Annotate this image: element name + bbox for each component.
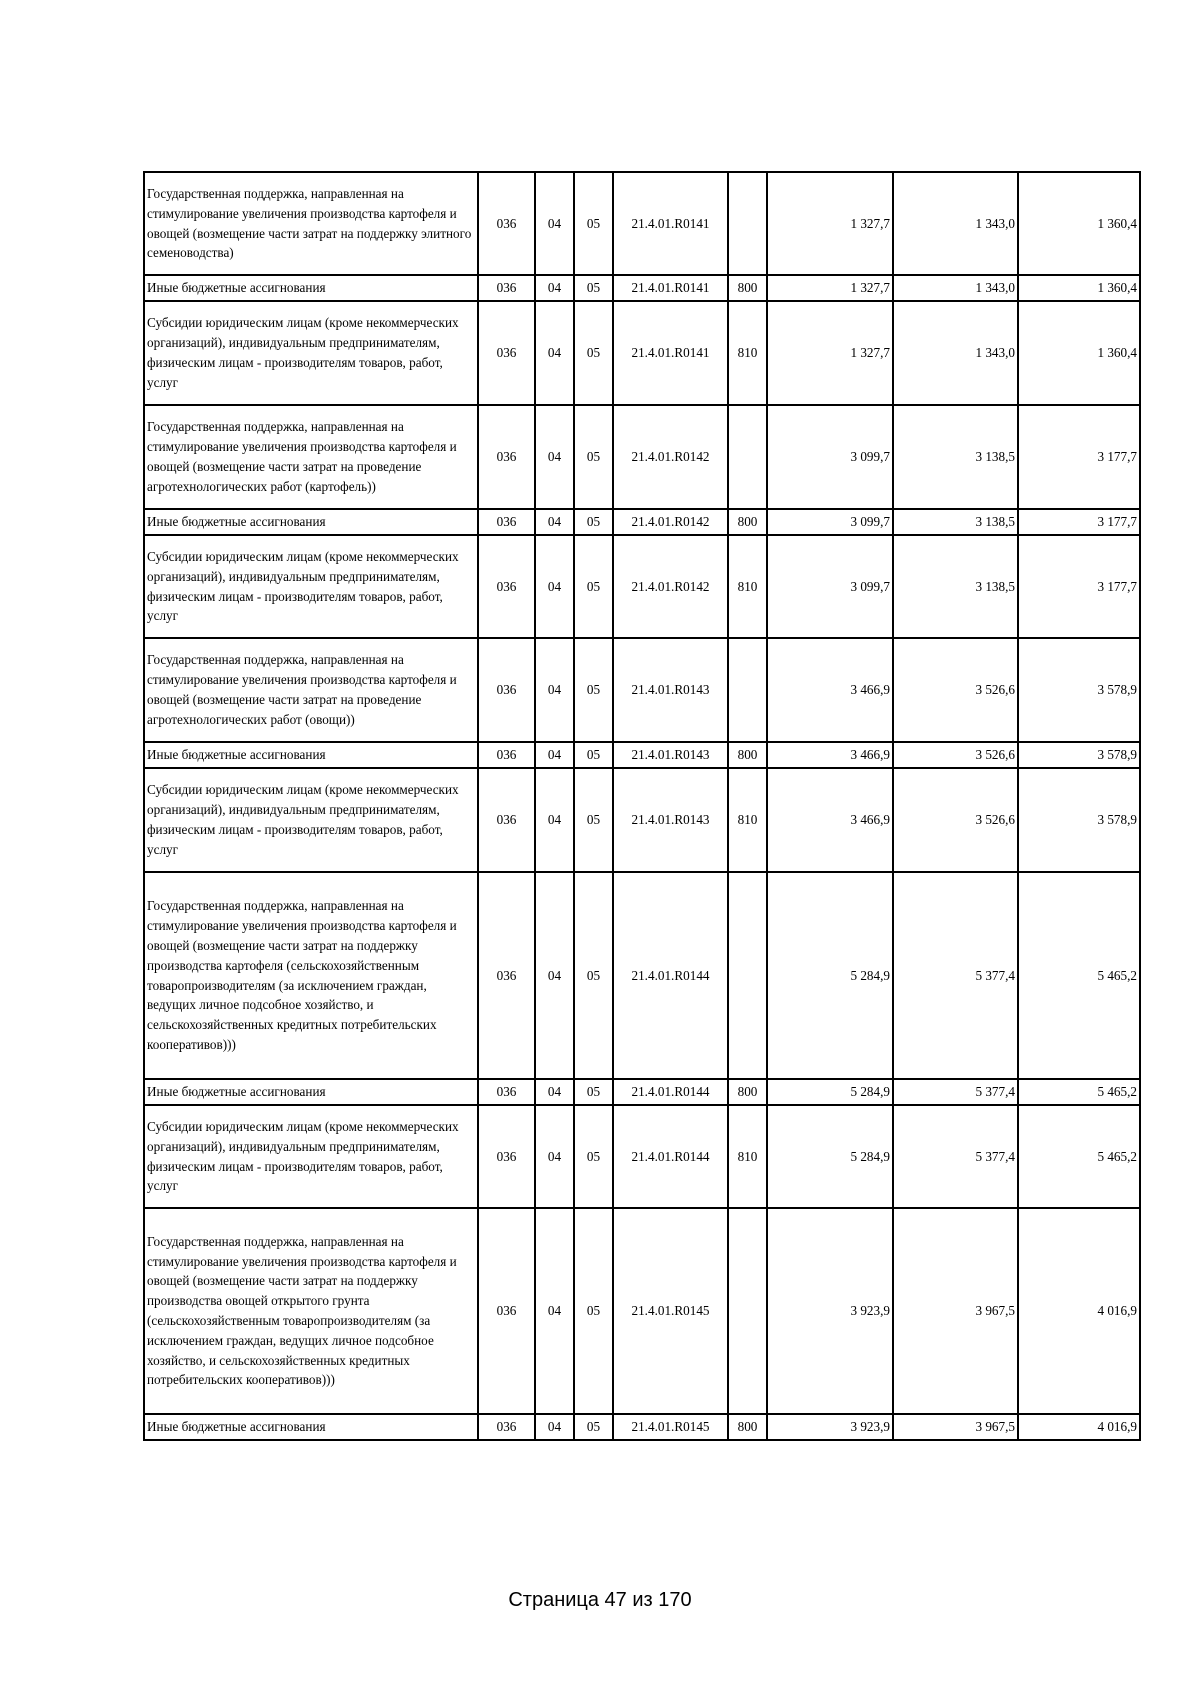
grbs-cell: 036 (478, 509, 535, 535)
table-row (144, 1208, 1140, 1414)
vr-cell (728, 872, 767, 1079)
rz-cell: 04 (535, 172, 574, 275)
budget-table-body (144, 172, 1140, 1440)
rz-cell: 04 (535, 1105, 574, 1208)
pr-cell: 05 (574, 1414, 613, 1440)
year2-amount: 3 967,5 (893, 1208, 1018, 1414)
vr-cell (728, 405, 767, 509)
row-name: Субсидии юридическим лицам (кроме некоммерческих организаций), индивидуальным предпринимателям, физическим лицам - производителям товаров, работ, услуг (144, 768, 478, 872)
year2-amount: 3 526,6 (893, 638, 1018, 742)
year2-amount: 3 138,5 (893, 535, 1018, 638)
vr-cell: 810 (728, 301, 767, 405)
rz-cell: 04 (535, 768, 574, 872)
year2-amount: 3 138,5 (893, 509, 1018, 535)
vr-cell: 800 (728, 275, 767, 301)
year2-amount: 3 526,6 (893, 742, 1018, 768)
vr-cell: 800 (728, 509, 767, 535)
vr-cell (728, 172, 767, 275)
year3-amount: 3 177,7 (1018, 535, 1140, 638)
page-number: Страница 47 из 170 (508, 1589, 692, 1611)
row-name: Государственная поддержка, направленная на стимулирование увеличения производства картофеля и овощей (возмещение части затрат на поддержку производства овощей открытого грунта (сельскохозяйственным товаропроизводителям (за исключением граждан, ведущих личное подсобное хозяйство, и сельскохозяйственных кредитных потребительских кооперативов))) (144, 1208, 478, 1414)
csr-cell: 21.4.01.R0144 (613, 872, 728, 1079)
grbs-cell: 036 (478, 1414, 535, 1440)
year1-amount: 3 466,9 (767, 742, 893, 768)
csr-cell: 21.4.01.R0145 (613, 1414, 728, 1440)
rz-cell: 04 (535, 535, 574, 638)
grbs-cell: 036 (478, 1208, 535, 1414)
csr-cell: 21.4.01.R0143 (613, 742, 728, 768)
pr-cell: 05 (574, 172, 613, 275)
year3-amount: 5 465,2 (1018, 872, 1140, 1079)
year1-amount: 1 327,7 (767, 301, 893, 405)
grbs-cell: 036 (478, 872, 535, 1079)
pr-cell: 05 (574, 1208, 613, 1414)
pr-cell: 05 (574, 742, 613, 768)
year1-amount: 3 923,9 (767, 1208, 893, 1414)
rz-cell: 04 (535, 405, 574, 509)
year3-amount: 3 578,9 (1018, 638, 1140, 742)
row-name: Иные бюджетные ассигнования (144, 742, 478, 768)
year2-amount: 5 377,4 (893, 1079, 1018, 1105)
table-row (144, 1105, 1140, 1208)
pr-cell: 05 (574, 301, 613, 405)
year3-amount: 1 360,4 (1018, 301, 1140, 405)
rz-cell: 04 (535, 1208, 574, 1414)
pr-cell: 05 (574, 275, 613, 301)
vr-cell: 810 (728, 535, 767, 638)
year1-amount: 3 099,7 (767, 405, 893, 509)
year3-amount: 5 465,2 (1018, 1079, 1140, 1105)
vr-cell: 810 (728, 768, 767, 872)
grbs-cell: 036 (478, 1105, 535, 1208)
row-name: Иные бюджетные ассигнования (144, 1414, 478, 1440)
row-name: Государственная поддержка, направленная на стимулирование увеличения производства картофеля и овощей (возмещение части затрат на проведение агротехнологических работ (картофель)) (144, 405, 478, 509)
vr-cell: 810 (728, 1105, 767, 1208)
rz-cell: 04 (535, 509, 574, 535)
year3-amount: 3 177,7 (1018, 405, 1140, 509)
vr-cell (728, 1208, 767, 1414)
rz-cell: 04 (535, 1079, 574, 1105)
year1-amount: 5 284,9 (767, 1079, 893, 1105)
year1-amount: 3 466,9 (767, 768, 893, 872)
csr-cell: 21.4.01.R0144 (613, 1105, 728, 1208)
year1-amount: 1 327,7 (767, 275, 893, 301)
csr-cell: 21.4.01.R0145 (613, 1208, 728, 1414)
csr-cell: 21.4.01.R0142 (613, 509, 728, 535)
grbs-cell: 036 (478, 405, 535, 509)
pr-cell: 05 (574, 872, 613, 1079)
year3-amount: 1 360,4 (1018, 172, 1140, 275)
year3-amount: 3 177,7 (1018, 509, 1140, 535)
table-row (144, 872, 1140, 1079)
row-name: Иные бюджетные ассигнования (144, 509, 478, 535)
rz-cell: 04 (535, 638, 574, 742)
pr-cell: 05 (574, 768, 613, 872)
csr-cell: 21.4.01.R0144 (613, 1079, 728, 1105)
year3-amount: 3 578,9 (1018, 768, 1140, 872)
year2-amount: 5 377,4 (893, 1105, 1018, 1208)
row-name: Иные бюджетные ассигнования (144, 275, 478, 301)
csr-cell: 21.4.01.R0142 (613, 405, 728, 509)
table-row (144, 509, 1140, 535)
csr-cell: 21.4.01.R0141 (613, 172, 728, 275)
grbs-cell: 036 (478, 301, 535, 405)
year3-amount: 5 465,2 (1018, 1105, 1140, 1208)
rz-cell: 04 (535, 1414, 574, 1440)
rz-cell: 04 (535, 742, 574, 768)
table-row (144, 301, 1140, 405)
year1-amount: 3 099,7 (767, 535, 893, 638)
pr-cell: 05 (574, 1105, 613, 1208)
year3-amount: 4 016,9 (1018, 1414, 1140, 1440)
row-name: Иные бюджетные ассигнования (144, 1079, 478, 1105)
year1-amount: 3 466,9 (767, 638, 893, 742)
vr-cell: 800 (728, 1079, 767, 1105)
csr-cell: 21.4.01.R0141 (613, 301, 728, 405)
row-name: Государственная поддержка, направленная на стимулирование увеличения производства картофеля и овощей (возмещение части затрат на поддержку производства картофеля (сельскохозяйственным товаропроизводителям (за исключением граждан, ведущих личное подсобное хозяйство, и сельскохозяйственных кредитных потребительских кооперативов))) (144, 872, 478, 1079)
csr-cell: 21.4.01.R0143 (613, 768, 728, 872)
vr-cell: 800 (728, 742, 767, 768)
row-name: Государственная поддержка, направленная на стимулирование увеличения производства картофеля и овощей (возмещение части затрат на проведение агротехнологических работ (овощи)) (144, 638, 478, 742)
grbs-cell: 036 (478, 1079, 535, 1105)
year2-amount: 1 343,0 (893, 275, 1018, 301)
budget-table (143, 171, 1141, 1441)
row-name: Субсидии юридическим лицам (кроме некоммерческих организаций), индивидуальным предпринимателям, физическим лицам - производителям товаров, работ, услуг (144, 535, 478, 638)
year1-amount: 5 284,9 (767, 872, 893, 1079)
row-name: Субсидии юридическим лицам (кроме некоммерческих организаций), индивидуальным предпринимателям, физическим лицам - производителям товаров, работ, услуг (144, 301, 478, 405)
pr-cell: 05 (574, 638, 613, 742)
year3-amount: 4 016,9 (1018, 1208, 1140, 1414)
grbs-cell: 036 (478, 275, 535, 301)
year2-amount: 3 967,5 (893, 1414, 1018, 1440)
year1-amount: 3 099,7 (767, 509, 893, 535)
table-row (144, 768, 1140, 872)
grbs-cell: 036 (478, 172, 535, 275)
rz-cell: 04 (535, 275, 574, 301)
table-row (144, 1414, 1140, 1440)
year2-amount: 3 526,6 (893, 768, 1018, 872)
year3-amount: 1 360,4 (1018, 275, 1140, 301)
year1-amount: 3 923,9 (767, 1414, 893, 1440)
grbs-cell: 036 (478, 535, 535, 638)
table-row (144, 742, 1140, 768)
year2-amount: 5 377,4 (893, 872, 1018, 1079)
rz-cell: 04 (535, 872, 574, 1079)
grbs-cell: 036 (478, 768, 535, 872)
pr-cell: 05 (574, 509, 613, 535)
table-row (144, 1079, 1140, 1105)
year2-amount: 3 138,5 (893, 405, 1018, 509)
table-row (144, 405, 1140, 509)
table-row (144, 638, 1140, 742)
csr-cell: 21.4.01.R0143 (613, 638, 728, 742)
vr-cell: 800 (728, 1414, 767, 1440)
row-name: Государственная поддержка, направленная на стимулирование увеличения производства картофеля и овощей (возмещение части затрат на поддержку элитного семеноводства) (144, 172, 478, 275)
grbs-cell: 036 (478, 742, 535, 768)
rz-cell: 04 (535, 301, 574, 405)
row-name: Субсидии юридическим лицам (кроме некоммерческих организаций), индивидуальным предпринимателям, физическим лицам - производителям товаров, работ, услуг (144, 1105, 478, 1208)
grbs-cell: 036 (478, 638, 535, 742)
csr-cell: 21.4.01.R0141 (613, 275, 728, 301)
table-row (144, 275, 1140, 301)
pr-cell: 05 (574, 535, 613, 638)
csr-cell: 21.4.01.R0142 (613, 535, 728, 638)
year1-amount: 5 284,9 (767, 1105, 893, 1208)
year3-amount: 3 578,9 (1018, 742, 1140, 768)
year2-amount: 1 343,0 (893, 172, 1018, 275)
vr-cell (728, 638, 767, 742)
year1-amount: 1 327,7 (767, 172, 893, 275)
pr-cell: 05 (574, 405, 613, 509)
pr-cell: 05 (574, 1079, 613, 1105)
year2-amount: 1 343,0 (893, 301, 1018, 405)
table-row (144, 535, 1140, 638)
table-row (144, 172, 1140, 275)
